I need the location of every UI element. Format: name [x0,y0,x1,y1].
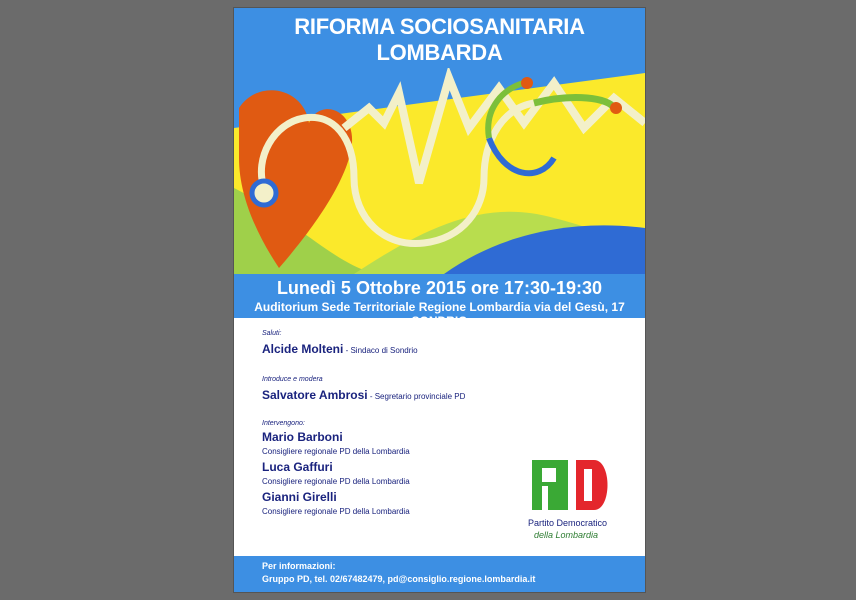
pd-logo-line2: della Lombardia [534,530,599,540]
event-poster [234,8,645,592]
poster-title: RIFORMA SOCIOSANITARIA LOMBARDA [294,14,585,65]
speaker-name: Luca Gaffuri [262,460,333,474]
speaker-role: Consigliere regionale PD della Lombardia [262,447,410,456]
speaker-item [262,490,410,516]
event-date-time: Lunedì 5 Ottobre 2015 ore 17:30-19:30 [276,278,603,298]
health-illustration [234,68,645,274]
speaker-item [262,460,410,486]
earpiece-tip-left [521,77,533,89]
modera-label: Introduce e modera [262,376,323,383]
speaker-name: Gianni Girelli [262,490,337,504]
pd-logo-mark [526,456,636,518]
modera-block [262,376,465,404]
modera-name: Salvatore Ambrosi [262,388,368,402]
event-venue: Auditorium Sede Territoriale Regione Lombardia via del Gesù, 17 SONDRIO [254,300,625,328]
poster-footer [234,556,645,592]
speaker-name: Mario Barboni [262,430,343,444]
earpiece-tip-right [610,102,622,114]
speakers-block [262,420,410,516]
saluti-name: Alcide Molteni [262,342,344,356]
event-info-band [234,274,645,328]
saluti-block [262,330,418,358]
poster-header [234,8,645,68]
saluti-label: Saluti: [262,330,282,337]
saluti-role: - Sindaco di Sondrio [343,346,418,355]
chest-piece-icon [252,181,276,205]
pd-logo [526,456,636,548]
pd-logo-line1: Partito Democratico [528,518,608,528]
intervengono-label: Intervengono: [262,420,305,427]
modera-role: - Segretario provinciale PD [367,392,466,401]
info-label: Per informazioni: [262,561,336,571]
speaker-role: Consigliere regionale PD della Lombardia [262,507,410,516]
speaker-item [262,430,410,456]
contact-info: Gruppo PD, tel. 02/67482479, pd@consiglio.regione.lombardia.it [262,574,536,584]
speaker-role: Consigliere regionale PD della Lombardia [262,477,410,486]
